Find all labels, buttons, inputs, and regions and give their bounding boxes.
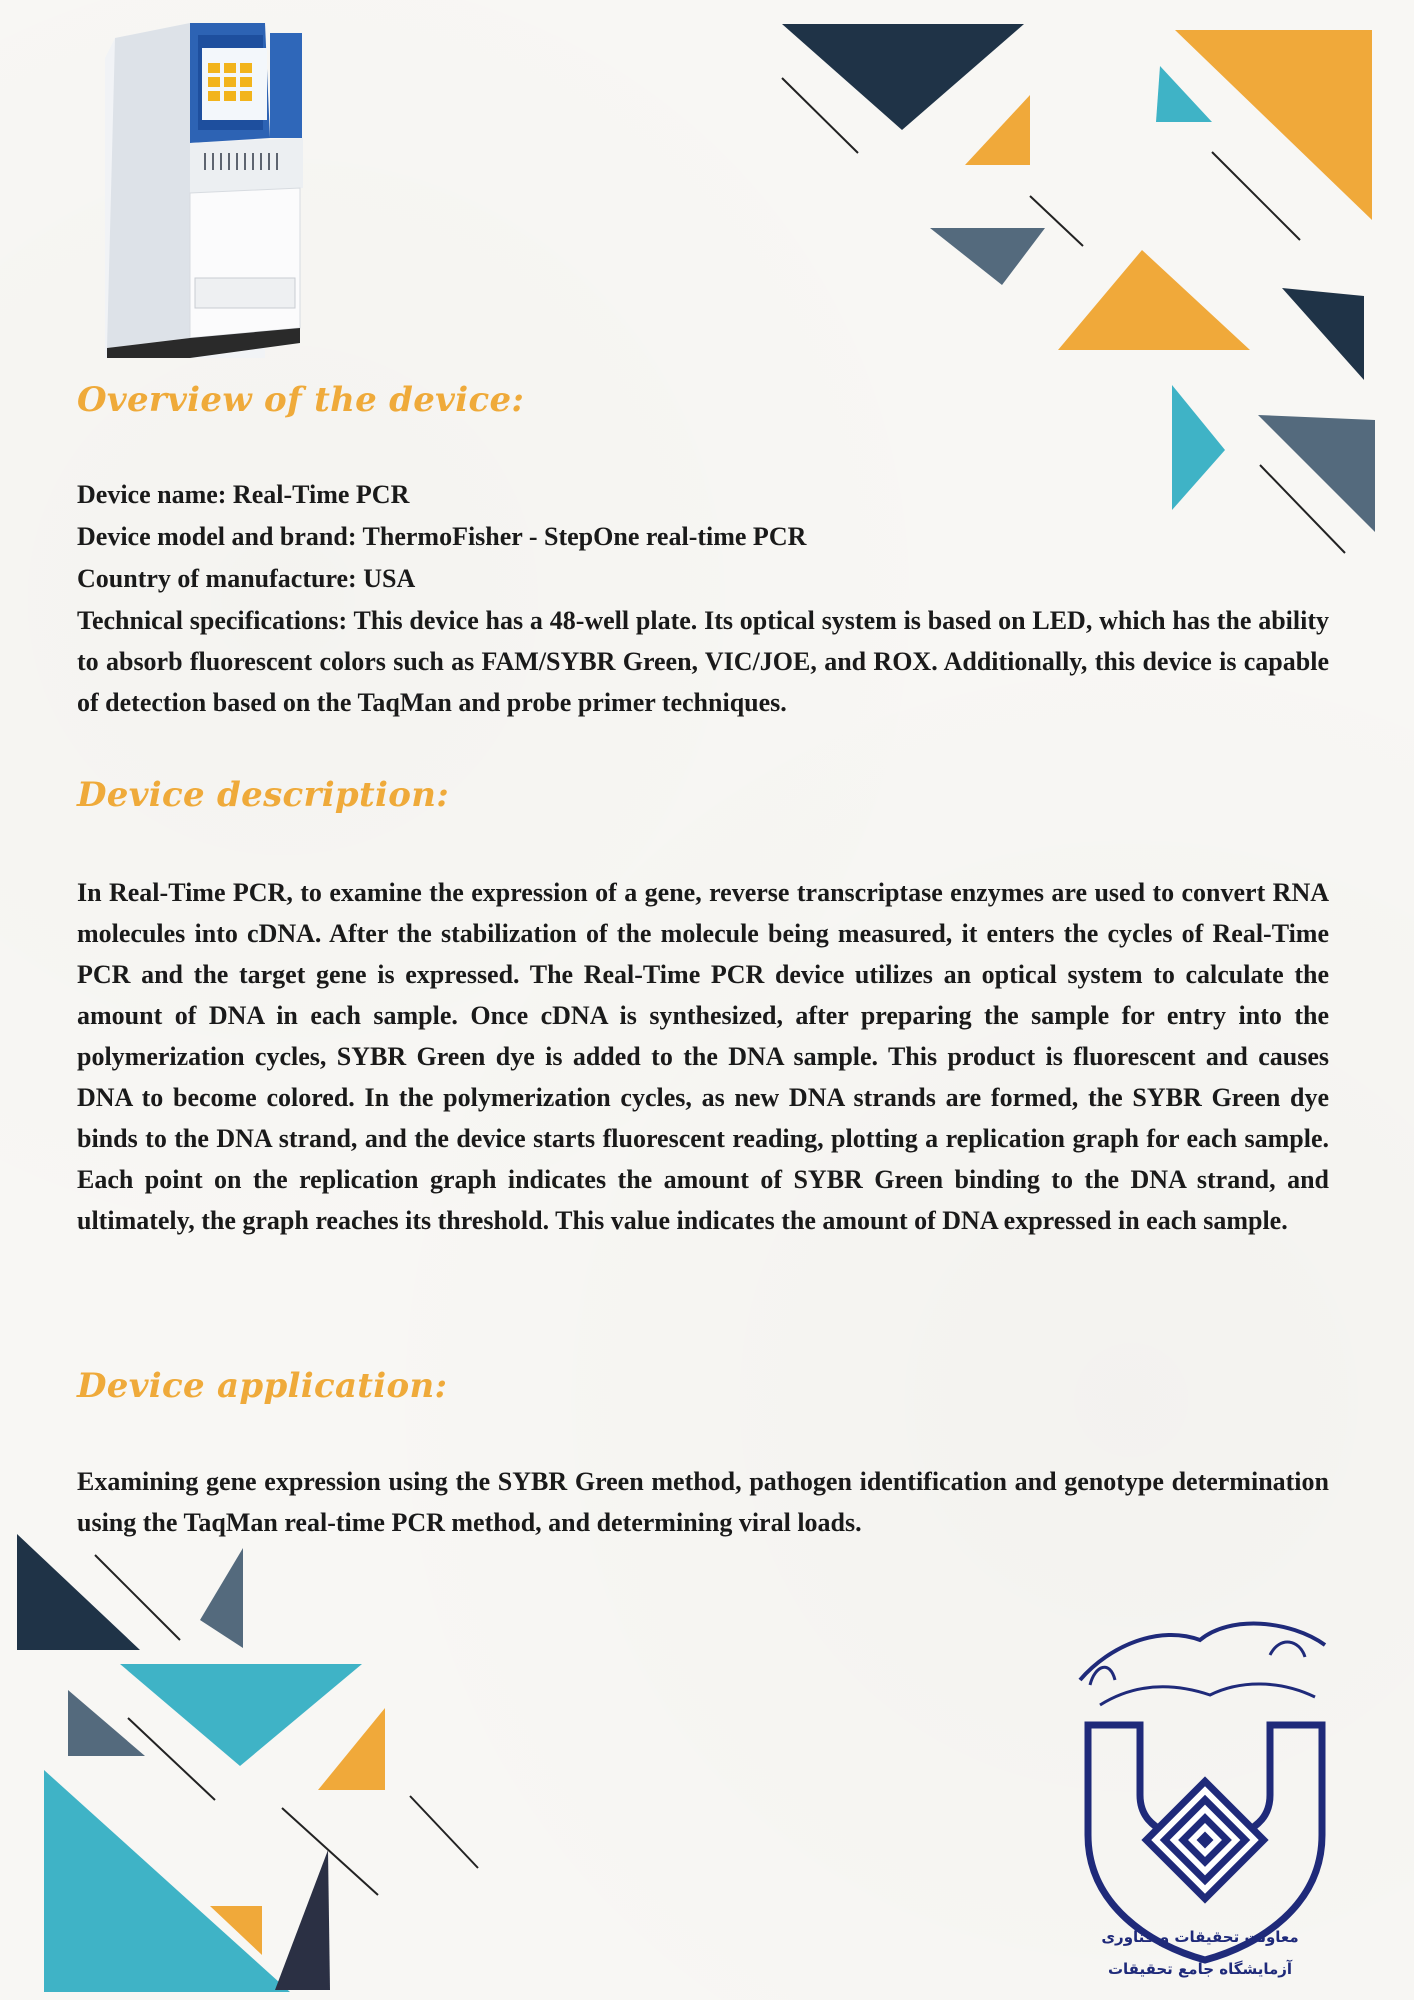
logo-subtitle-2: آزمایشگاه جامع تحقیقات: [1107, 1960, 1293, 1978]
overview-details: [77, 474, 1329, 723]
technical-specifications: Technical specifications: This device has a 48-well plate. Its optical system is based on LED, which has the ability to absorb fluorescent colors such as FAM/SYBR Green, VIC/JOE, and ROX. Additionally, this device is capable of detection based on the TaqMan and probe primer techniques.: [77, 606, 1329, 717]
overview-heading: Overview of the device:: [77, 380, 525, 420]
country-of-manufacture: Country of manufacture: USA: [77, 564, 416, 593]
device-image: [95, 18, 355, 358]
application-text: Examining gene expression using the SYBR Green method, pathogen identification and genotype determination using the TaqMan real-time PCR method, and determining viral loads.: [77, 1467, 1329, 1537]
application-heading: Device application:: [77, 1366, 448, 1406]
description-section: [77, 775, 1329, 815]
description-body: [77, 872, 1329, 1241]
description-heading: Device description:: [77, 775, 450, 815]
application-section: [77, 1366, 1329, 1406]
description-text: In Real-Time PCR, to examine the expression of a gene, reverse transcriptase enzymes are used to convert RNA molecules into cDNA. After the stabilization of the molecule being measured, it enters the cycles of Real-Time PCR and the target gene is expressed. The Real-Time PCR device utilizes an optical system to calculate the amount of DNA in each sample. Once cDNA is synthesized, after preparing the sample for entry into the polymerization cycles, SYBR Green dye is added to the DNA sample. This product is fluorescent and causes DNA to become colored. In the polymerization cycles, as new DNA strands are formed, the SYBR Green dye binds to the DNA strand, and the device starts fluorescent reading, plotting a replication graph for each sample. Each point on the replication graph indicates the amount of SYBR Green binding to the DNA strand, and ultimately, the graph reaches its threshold. This value indicates the amount of DNA expressed in each sample.: [77, 878, 1329, 1235]
device-model-brand: Device model and brand: ThermoFisher - StepOne real-time PCR: [77, 522, 807, 551]
logo-subtitle-1: معاونت تحقیقات و فناوری: [1101, 1928, 1299, 1946]
overview-section: [77, 380, 1329, 420]
device-name: Device name: Real-Time PCR: [77, 480, 410, 509]
